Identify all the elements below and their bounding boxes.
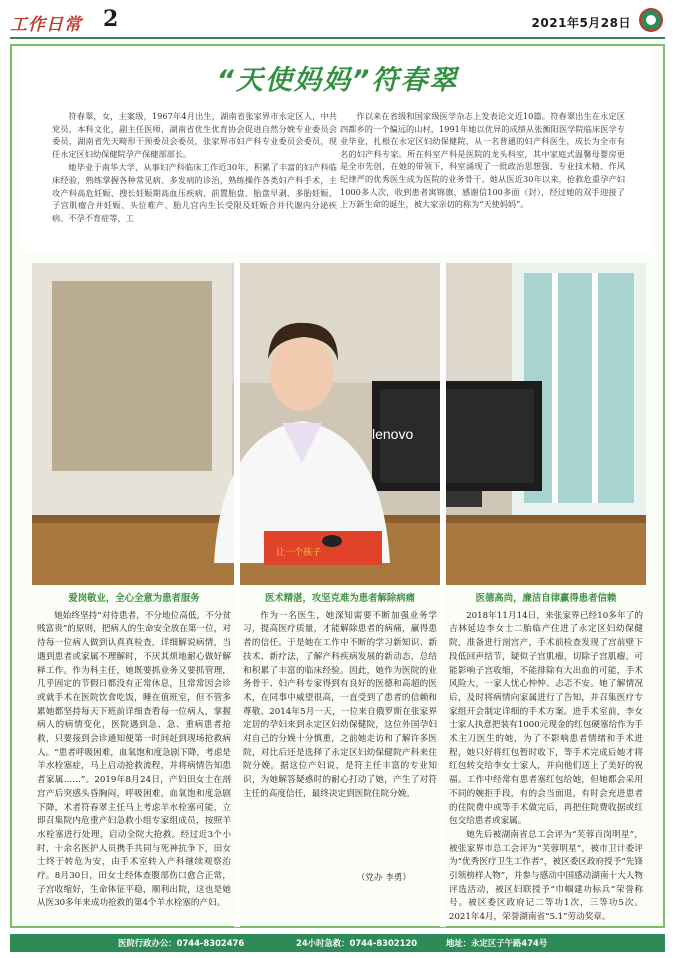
intro-column-right bbox=[340, 110, 625, 212]
intro-column-left bbox=[52, 110, 337, 225]
article-byline: （党办 李勇） bbox=[356, 872, 411, 883]
monitor-brand-label: lenovo bbox=[372, 426, 414, 442]
column-heading: 爱岗敬业，全心全意为患者服务 bbox=[68, 593, 200, 604]
column-heading: 医术精湛，攻坚克难为患者解除病痛 bbox=[264, 593, 415, 604]
column-paragraph: 2018年11月14日，来张家界已经10多年了的吉林延边李女士二胎临产住进了永定区妇幼保健院，准备进行剖宫产，手术前检查发现了宫前壁下段低回声结节，疑似子宫肌瘤，切除子宫肌瘤，可能影响子宫收缩，不能排除有大出血的可能，手术风险大，一家人忧心忡忡、忐忑不安。她了解情况后，及时将病情向家属进行了告知，并召集医疗专家组开会制定详细的手术方案。进手术室前，李女士家人执意把装有1000元现金的红包硬塞给作为手术主刀医生的她，为了不影响患者情绪和手术进程，她只好将红包暂时收下，等手术完成后她才将红包转交给李女士家人，并向他们送上了美好的祝福。工作中经常有患者塞红包给她，但她都会采用不同的婉拒手段，有的会当面退，有时会充进患者的住院费中或等手术做完后，再把住院费收据或红包交给患者或家属。 bbox=[449, 610, 643, 827]
footer-emergency-phone: 24小时急救：0744-8302120 bbox=[296, 938, 418, 948]
issue-date: 2021年5月28日 bbox=[531, 16, 631, 30]
column-divider bbox=[234, 263, 240, 927]
article-column-2 bbox=[243, 592, 437, 885]
doctor-photo bbox=[32, 263, 646, 585]
column-paragraph: 她始终坚持“对待患者，不分地位高低，不分贫贱富贵”的原则，把病人的生命安全放在第一位，对待每一位病人做到认真真检查，详细解说病情，当遇到患者或家属不理解时，不厌其烦地耐心做好解释工作。作为科主任，她既要抓业务又要抓管理，几乎固定的节假日都没有正常休息，且常常因会诊或就手术在医院饮食吃饭，睡在值班室，但不管多累她都坚持每天下班前详细查看每一位病人，掌握病人的病情变化，医院遇到急、急、重病患者抢救，只要接到会诊通知便第一时间赶到现场抢救病人。“患者呼吸困难，血氧饱和度急剧下降，考虑是羊水栓塞症，马上启动抢救流程，并将病情告知患者家属……”。2019年8月24日，产妇田女士在剖宫产后突感头昏胸闷，呼吸困难，血氧饱和度急剧下降，术者符春翠主任马上考虑羊水栓塞可能，立即召集院内危重产妇急救小组专家组成员，按照羊水栓塞进行处理，启动全院大抢救。经过近3个小时，十余名医护人员携手共同与死神抗争下，田女士终于转危为安，由手术室转入产科继续观察治疗。8月30日，田女士经体查腹部伤口愈合正常，子宫收缩好，生命体征平稳，顺利出院，这也是她从医30多年来成功抢救的第4个羊水栓塞的产妇。 bbox=[37, 610, 231, 909]
article-headline: “天使妈妈”符春翠 bbox=[216, 65, 459, 96]
article-column-3 bbox=[449, 592, 643, 925]
column-heading: 医德高尚，廉洁自律赢得患者信赖 bbox=[475, 593, 617, 604]
intro-paragraph: 符春翠，女，主案级，1967年4月出生，湖南省张家界市永定区人，中共党员，本科文化，副主任医师，湖南省优生优育协会促进自然分娩专业委员会委员，湖南省先天畸形干预委员会委员，张家界市妇产科专业委员会委员，现任永定区妇幼保健院孕产保健部部长。 bbox=[52, 111, 337, 159]
photo-illustration bbox=[32, 263, 646, 585]
section-title: 工作日常 bbox=[10, 15, 82, 35]
intro-paragraph: 作以来在省级和国家级医学杂志上发表论文近10篇。符春翠出生在永定区四都乡的一个偏远的山村，1991年她以优异的成绩从张衡阳医学院临床医学专业毕业，扎根在永定区妇幼保健院，从一名普通的妇产科医生，成长为全市有名的妇产科专家。所在科室产科是医院的龙头科室，其中家庭式温馨母婴房更是全市先创，在她的带领下，科室涌现了一批政治思想强、专业技术精、作风纪律严的优秀医生成为医院的业务骨干。她从医近30年以来，抢救危重孕产妇1000多人次，收到患者寓锦旗、感谢信100多面（封），经过她的双手迎接了上万新生命的诞生，被大家亲切的称为“天使妈妈”。 bbox=[340, 111, 625, 210]
article-column-1 bbox=[37, 592, 231, 911]
hospital-logo-icon bbox=[639, 8, 663, 32]
intro-paragraph: 她毕业于南华大学，从事妇产科临床工作近30年，积累了丰富的妇产科临床经验，熟练掌握各种常见病、多发病的诊治，熟练操作各类妇产科手术，主攻产科高危妊娠、搜长妊娠期高血压疾病、前置胎盘、胎盘早剥、多胎妊娠、子宫肌瘤合并妊娠、头位难产、胎儿宫内生长受限及妊娠合并代谢内分泌疾病、不孕不育症等，工 bbox=[52, 162, 337, 223]
footer-address: 地址：永定区子午路474号 bbox=[446, 938, 548, 948]
page-header bbox=[0, 0, 675, 46]
column-paragraph: 她先后被湖南省总工会评为“芙蓉百岗明星”，被张家界市总工会评为“芙蓉明星”，被市卫计委评为“优秀医疗卫生工作者”，被区委区政府授予“先锋引领榜样人物”，并参与感动中国感动湖南十大人物评选活动，被区妇联授予“巾帼建功标兵”荣誉称号。被区委区政府记二等功1次，三等功5次。2021年4月，荣誉湖南省“5.1”劳动奖章。 bbox=[449, 829, 643, 923]
column-paragraph: 作为一名医生，她深知需要不断加强业务学习，提高医疗质量，才能解除患者的病痛，赢得患者的信任。于是她在工作中不断的学习新知识、新技术、新疗法，了解产科疾病发展的新动态，总结和积累了丰富的临床经验。因此，她作为医院的业务骨干、妇产科专家得到有良好的医德和高超的医术，在同事中威望很高，一直受到了患者的信赖和尊敬。2014年5月一天，一位来自俄罗斯在张家界定居的孕妇来到永定区妇幼保健院，这位外国孕妇对自己的分娩十分慎重，之前她走访和了解许多医院，对比后还是选择了永定区妇幼保健院产科来住院分娩。据这位产妇说，是符主任丰富的专业知识，为她解答疑惑时的耐心打动了她，产生了对符主任的高度信任，最终决定到医院住院分娩。 bbox=[243, 610, 437, 799]
column-divider bbox=[440, 263, 446, 927]
header-divider bbox=[10, 37, 665, 39]
mousepad-banner-text: 让一个孩子 bbox=[276, 548, 322, 558]
footer-admin-phone: 医院行政办公：0744-8302476 bbox=[118, 938, 245, 948]
page-footer bbox=[10, 934, 665, 952]
page-number: 2 bbox=[103, 6, 119, 32]
